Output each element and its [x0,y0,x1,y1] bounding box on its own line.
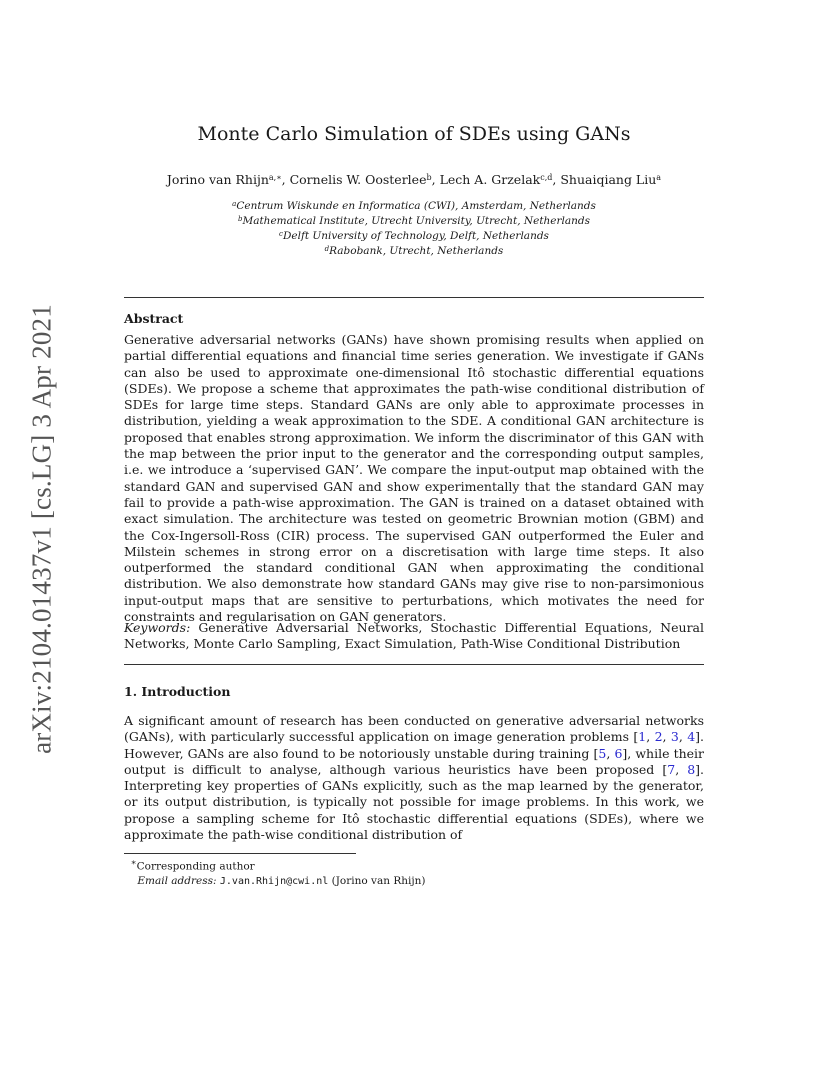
author-name: Shuaiqiang Liu [560,172,657,187]
footnote-rule [124,853,356,854]
section-heading-introduction: 1. Introduction [124,684,231,699]
keywords-text: Generative Adversarial Networks, Stochastic Differential Equations, Neural Networks, Monte Carlo Sampling, Exact Simulation, Path-Wise Conditional Distribution [124,620,704,652]
author-name: Lech A. Grzelak [439,172,541,187]
arxiv-stamp-text: arXiv:2104.01437v1 [cs.LG] 3 Apr 2021 [26,303,57,754]
footnote-corresponding: ∗Corresponding author [130,858,255,873]
author-sup: a [656,173,662,182]
footnote [124,856,704,889]
citation-link[interactable]: 7 [667,761,676,777]
author-name: Cornelis W. Oosterlee [289,172,427,187]
affiliation: $^b$Mathematical Institute, Utrecht University, Utrecht, Netherlands [237,215,591,227]
abstract-text: Generative adversarial networks (GANs) have shown promising results when applied on partial differential equations and financial time series generation. We investigate if GANs can also be used to approximate one-dimensional Itô stochastic differential equations (SDEs). We propose a scheme that approximates the path-wise conditional distribution of SDEs for large time steps. Standard GANs are only able to approximate processes in distribution, yielding a weak approximation to the SDE. A conditional GAN architecture is proposed that enables strong approximation. We inform the discriminator of this GAN with the map between the prior input to the generator and the corresponding output samples, i.e. we introduce a ‘supervised GAN’. We compare the input-output map obtained with the standard GAN and supervised GAN and show experimentally that the standard GAN may fail to provide a path-wise approximation. The GAN is trained on a dataset obtained with exact simulation. The architecture was tested on geometric Brownian motion (GBM) and the Cox-Ingersoll-Ross (CIR) process. The supervised GAN outperformed the Euler and Milstein schemes in strong error on a discretisation with large time steps. It also outperformed the standard conditional GAN when approximating the conditional distribution. We also demonstrate how standard GANs may give rise to non-parsimonious input-output maps that are sensitive to perturbations, which motivates the need for constraints and regularisation on GAN generators. [124,332,704,625]
abstract-bottom-rule [124,664,704,665]
author-name: Jorino van Rhijn [166,172,269,187]
affiliation: $^a$Centrum Wiskunde en Informatica (CWI), Amsterdam, Netherlands [232,200,596,212]
paper-title: Monte Carlo Simulation of SDEs using GANs [197,123,631,145]
affiliation: $^d$Rabobank, Utrecht, Netherlands [324,245,504,257]
author-list: Jorino van Rhijn$^{a,∗}$, Cornelis W. Oosterlee$^b$, Lech A. Grzelak$^{c,d}$, Shuaiqiang Liu$^a$ [166,172,662,187]
arxiv-side-stamp [22,296,62,761]
citation-link[interactable]: 2 [654,729,663,745]
email-link[interactable]: J.van.Rhijn@cwi.nl [219,875,329,887]
citation-link[interactable]: 4 [687,729,696,745]
citation-link[interactable]: 5 [598,745,607,761]
author-sup: b [426,173,432,182]
author-sup: c,d [540,173,553,182]
citation-link[interactable]: 3 [670,729,679,745]
affiliation: $^c$Delft University of Technology, Delft, Netherlands [279,230,549,242]
affiliation-list [124,198,704,258]
citation-link[interactable]: 6 [614,745,623,761]
citation-link[interactable]: 8 [687,761,696,777]
keywords-label: Keywords: [124,620,191,635]
abstract-heading: Abstract [124,311,184,326]
abstract-top-rule [124,297,704,298]
introduction-text: A significant amount of research has been conducted on generative adversarial networks (GANs), with particularly successful application on image generation problems [1, 2, 3, 4]. However, GANs are also found to be notoriously unstable during training [5, 6], while their output is difficult to analyse, although various heuristics have been proposed [7, 8]. Interpreting key properties of GANs explicitly, such as the map learned by the generator, or its output distribution, is typically not possible for image problems. In this work, we propose a sampling scheme for Itô stochastic differential equations (SDEs), where we approximate the path-wise conditional distribution of [124,713,705,843]
footnote-email: Email address: J.van.Rhijn@cwi.nl (Jorino van Rhijn) [137,874,426,887]
keywords [124,620,704,653]
author-sup: a,∗ [268,173,282,182]
citation-link[interactable]: 1 [638,729,647,745]
